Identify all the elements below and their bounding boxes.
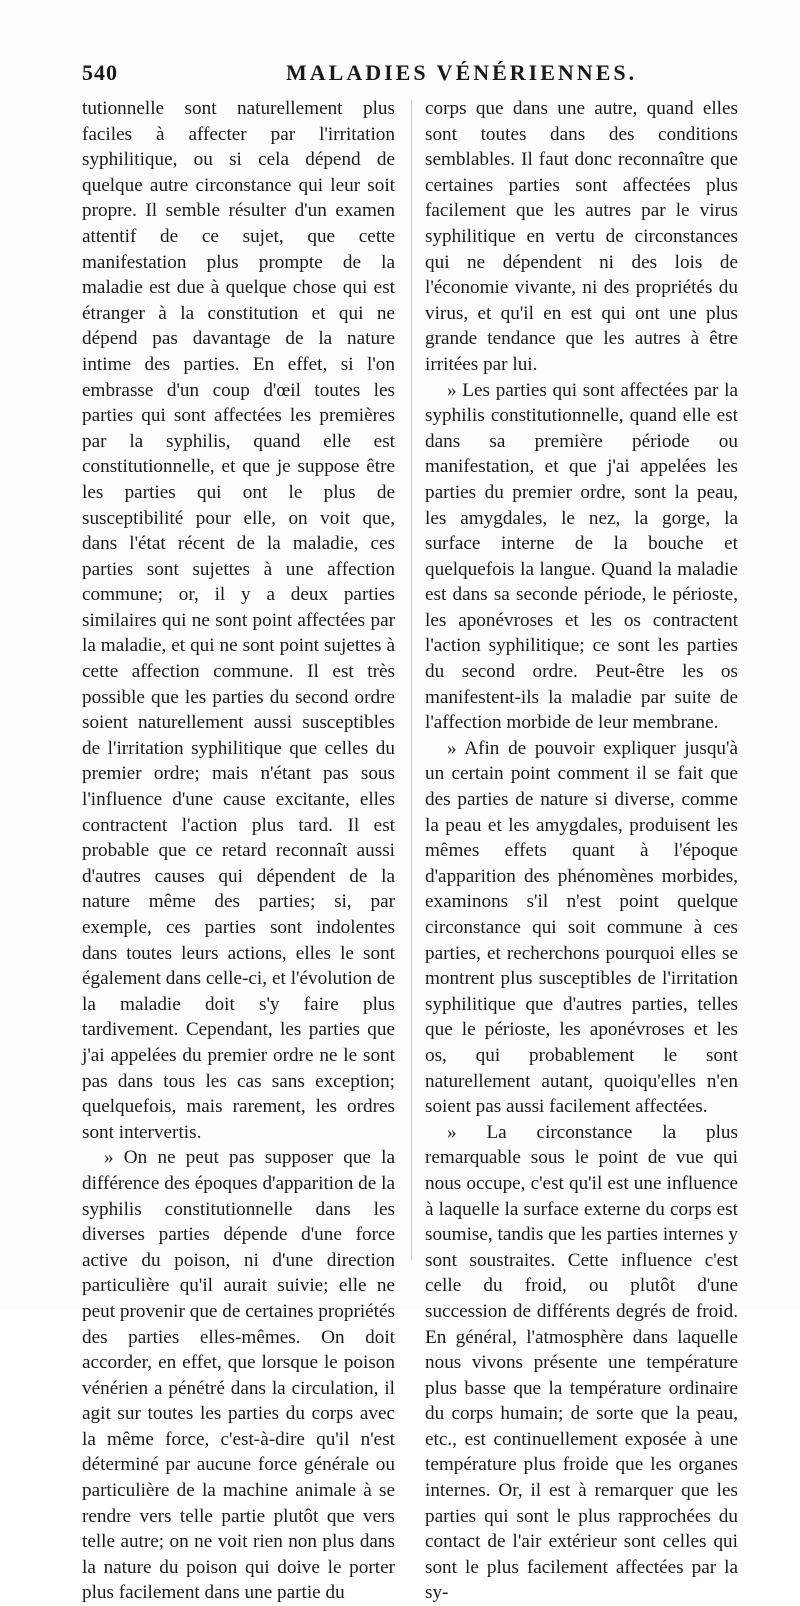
right-paragraph-1: corps que dans une autre, quand elles sont toutes dans des conditions semblables. Il faut donc reconnaître que certaines parties sont affectées plus facilement que les autres par le virus syphilitique en vertu de circonstances qui ne dépendent ni des lois de l'économie vivante, ni des propriétés du virus, et qu'il en est qui ont une plus grande tendance que les autres à être irritées par lui. — [425, 98, 738, 375]
running-head — [82, 60, 732, 90]
page-number: 540 — [82, 60, 118, 85]
running-title: MALADIES VÉNÉRIENNES. — [286, 60, 638, 85]
left-column — [82, 96, 395, 1606]
left-paragraph-1: tutionnelle sont naturellement plus faciles à affecter par l'irritation syphilitique, ou si cela dépend de quelque autre circonstance qui leur soit propre. Il semble résulter d'un examen attentif de ce sujet, que cette manifestation plus prompte de la maladie est due à quelque chose qui est étranger à la constitution et qui ne dépend pas davantage de la nature intime des parties. En effet, si l'on embrasse d'un coup d'œil toutes les parties qui sont affectées les premières par la syphilis, quand elle est constitutionnelle, et que je suppose être les parties qui ont le plus de susceptibilité pour elle, on voit que, dans l'état récent de la maladie, ces parties sont sujettes à une affection commune; or, il y a deux parties similaires qui ne sont point affectées par la maladie, et qui ne sont point sujettes à cette affection commune. Il est très possible que les parties du second ordre soient naturellement aussi susceptibles de l'irritation syphilitique que celles du premier ordre; mais n'étant pas sous l'influence d'une cause excitante, elles contractent l'action plus tard. Il est probable que ce retard reconnaît aussi d'autres causes qui dépendent de la nature même des parties; si, par exemple, ces parties sont indolentes dans toutes leurs actions, elles le sont également dans celle-ci, et l'évolution de la maladie doit s'y faire plus tardivement. Cependant, les parties que j'ai appelées du premier ordre ne le sont pas dans tous les cas sans exception; quelquefois, mais rarement, les ordres sont intervertis. — [82, 98, 395, 1143]
right-column — [425, 96, 738, 1606]
column-divider — [411, 100, 412, 1260]
left-paragraph-2: » On ne peut pas supposer que la différence des époques d'apparition de la syphilis constitutionnelle dans les diverses parties dépende d'une force active du poison, ni d'une direction particulière qu'il aurait suivie; elle ne peut provenir que de certaines propriétés des parties elles-mêmes. On doit accorder, en effet, que lorsque le poison vénérien a pénétré dans la circulation, il agit sur toutes les parties du corps avec la même force, c'est-à-dire qu'il n'est déterminé par aucune force générale ou particulière de la machine animale à se rendre vers telle partie plutôt que vers telle autre; on ne voit rien non plus dans la nature du poison qui doive le porter plus facilement dans une partie du — [82, 1147, 395, 1604]
right-paragraph-2: » Les parties qui sont affectées par la syphilis constitutionnelle, quand elle est dans sa première période ou manifestation, et que j'ai appelées les parties du premier ordre, sont la peau, les amygdales, le nez, la gorge, la surface interne de la bouche et quelquefois la langue. Quand la maladie est dans sa seconde période, le périoste, les aponévroses et les os contractent l'action syphilitique; ce sont les parties du second ordre. Peut-être les os manifestent-ils la maladie par suite de l'affection morbide de leur membrane. — [425, 379, 738, 734]
right-paragraph-3: » Afin de pouvoir expliquer jusqu'à un certain point comment il se fait que des parties de nature si diverse, comme la peau et les amygdales, produisent les mêmes effets quant à l'époque d'apparition des phénomènes morbides, examinons s'il n'est point quelque circonstance qui soit commune à ces parties, et recherchons pourquoi elles se montrent plus susceptibles de l'irritation syphilitique que d'autres parties, telles que le périoste, les aponévroses et les os, qui probablement le sont naturellement autant, quoiqu'elles n'en soient pas aussi facilement affectées. — [425, 737, 738, 1118]
right-paragraph-4: » La circonstance la plus remarquable sous le point de vue qui nous occupe, c'est qu'il est une influence à laquelle la surface externe du corps est soumise, tandis que les parties internes y sont soustraites. Cette influence c'est celle du froid, ou plutôt d'une succession de différents degrés de froid. En général, l'atmosphère dans laquelle nous vivons présente une température plus basse que la température ordinaire du corps humain; de sorte que la peau, etc., est continuellement exposée à une température plus froide que les organes internes. Or, il est à remarquer que les parties qui sont le plus rapprochées du contact de l'air extérieur sont celles qui sont le plus facilement affectées par la sy- — [425, 1121, 738, 1604]
